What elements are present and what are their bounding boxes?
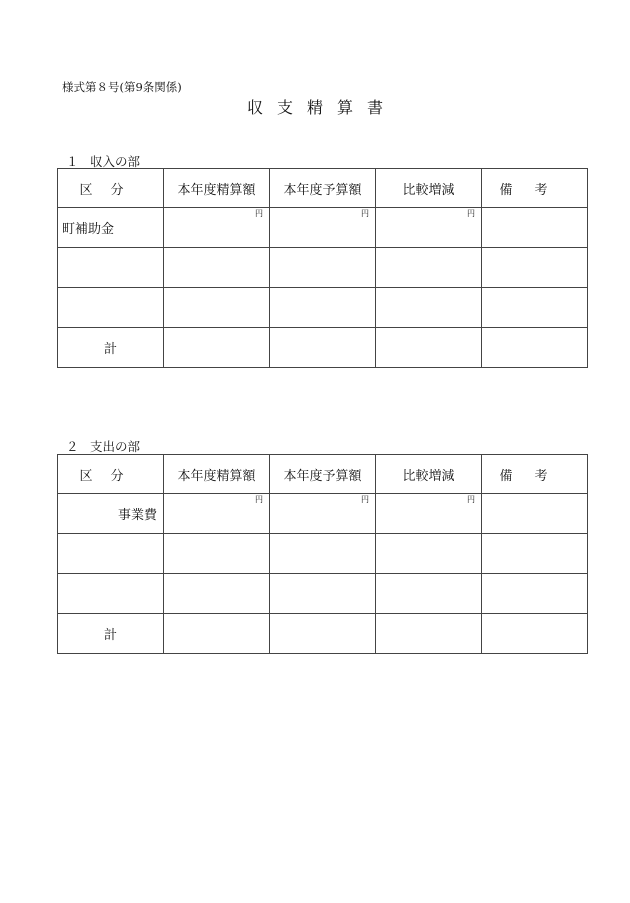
column-header-budget: 本年度予算額 (270, 169, 376, 208)
form-number: 様式第８号(第9条関係) (62, 80, 182, 94)
empty-cell (164, 328, 270, 368)
empty-cell (270, 328, 376, 368)
empty-cell (376, 248, 482, 288)
income-item-label: 町補助金 (58, 208, 164, 248)
income-settlement-cell (164, 208, 270, 248)
empty-cell (270, 288, 376, 328)
expense-section-number: ２ (66, 439, 79, 454)
empty-cell (482, 574, 588, 614)
empty-cell (482, 248, 588, 288)
column-header-remarks: 備考 (482, 169, 588, 208)
income-remarks-cell (482, 208, 588, 248)
expense-total-label: 計 (58, 614, 164, 654)
empty-cell (270, 614, 376, 654)
column-header-category: 区分 (58, 455, 164, 494)
expense-header-row (58, 455, 588, 494)
expense-comparison-cell (376, 494, 482, 534)
empty-cell (270, 574, 376, 614)
empty-cell (376, 288, 482, 328)
document-title: 収支精算書 (246, 98, 397, 117)
empty-cell (376, 534, 482, 574)
empty-cell (164, 614, 270, 654)
income-item-label (58, 248, 164, 288)
empty-cell (376, 574, 482, 614)
yen-unit-label: 円 (467, 495, 475, 504)
income-total-row (58, 328, 588, 368)
expense-item-label (58, 534, 164, 574)
empty-cell (164, 534, 270, 574)
income-total-label: 計 (58, 328, 164, 368)
expense-section-title (66, 437, 140, 455)
empty-cell (164, 248, 270, 288)
income-table (57, 168, 588, 368)
empty-cell (376, 328, 482, 368)
column-header-budget: 本年度予算額 (270, 455, 376, 494)
income-item-label (58, 288, 164, 328)
empty-cell (482, 328, 588, 368)
empty-cell (164, 574, 270, 614)
expense-budget-cell (270, 494, 376, 534)
expense-item-label: 事業費 (58, 494, 164, 534)
empty-cell (482, 534, 588, 574)
empty-cell (270, 534, 376, 574)
expense-remarks-cell (482, 494, 588, 534)
income-section-label: 収入の部 (90, 154, 141, 169)
expense-settlement-cell (164, 494, 270, 534)
income-comparison-cell (376, 208, 482, 248)
column-header-category: 区分 (58, 169, 164, 208)
empty-cell (482, 614, 588, 654)
yen-unit-label: 円 (361, 209, 369, 218)
table-row (58, 534, 588, 574)
column-header-settlement: 本年度精算額 (164, 169, 270, 208)
table-row (58, 288, 588, 328)
empty-cell (164, 288, 270, 328)
expense-item-label (58, 574, 164, 614)
income-budget-cell (270, 208, 376, 248)
expense-section-label: 支出の部 (90, 439, 141, 454)
expense-table (57, 454, 588, 654)
yen-unit-label: 円 (467, 209, 475, 218)
empty-cell (270, 248, 376, 288)
table-row (58, 494, 588, 534)
table-row (58, 574, 588, 614)
income-header-row (58, 169, 588, 208)
expense-total-row (58, 614, 588, 654)
table-row (58, 248, 588, 288)
table-row (58, 208, 588, 248)
column-header-comparison: 比較増減 (376, 455, 482, 494)
column-header-comparison: 比較増減 (376, 169, 482, 208)
income-section-number: １ (66, 154, 79, 169)
yen-unit-label: 円 (361, 495, 369, 504)
yen-unit-label: 円 (255, 209, 263, 218)
column-header-remarks: 備考 (482, 455, 588, 494)
column-header-settlement: 本年度精算額 (164, 455, 270, 494)
empty-cell (482, 288, 588, 328)
empty-cell (376, 614, 482, 654)
yen-unit-label: 円 (255, 495, 263, 504)
